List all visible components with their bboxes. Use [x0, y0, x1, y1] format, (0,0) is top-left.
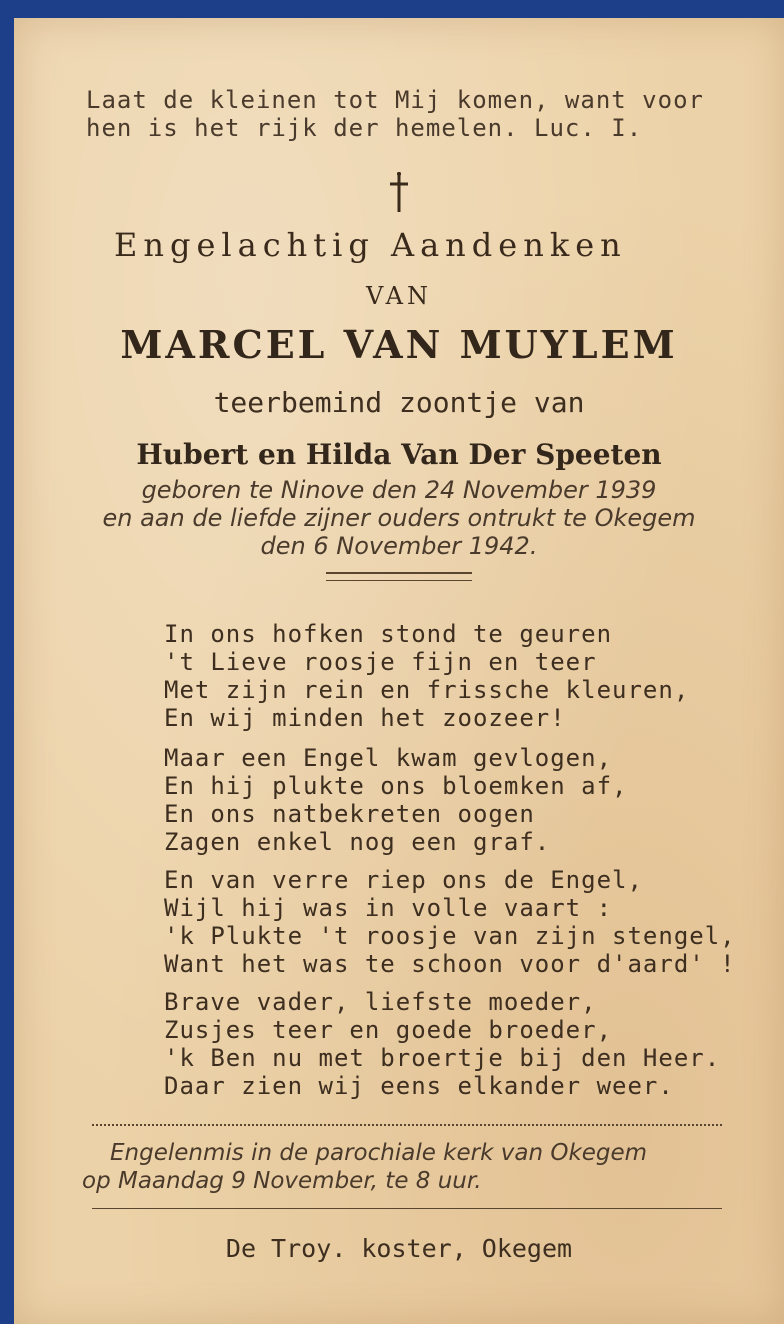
decorative-divider — [326, 580, 472, 581]
memorial-card — [14, 18, 784, 1324]
parents-names: Hubert en Hilda Van Der Speeten — [136, 438, 662, 471]
card-title: Engelachtig Aandenken — [114, 226, 627, 264]
dotted-divider — [92, 1124, 722, 1126]
poem-line: Zusjes teer en goede broeder, — [164, 1016, 613, 1044]
deceased-name: MARCEL VAN MUYLEM — [120, 322, 678, 367]
printer-credit: De Troy. koster, Okegem — [225, 1234, 573, 1263]
poem-line: 'k Ben nu met broertje bij den Heer. — [164, 1044, 721, 1072]
relation-subtitle: teerbemind zoontje van — [213, 386, 585, 419]
cross-icon — [386, 170, 412, 224]
poem-line: En wij minden het zoozeer! — [164, 704, 566, 732]
poem-line: Daar zien wij eens elkander weer. — [164, 1072, 674, 1100]
death-line: en aan de liefde zijner ouders ontrukt te Okegem — [102, 504, 696, 532]
poem-line: 'k Plukte 't roosje van zijn stengel, — [164, 922, 736, 950]
mass-line-2: op Maandag 9 November, te 8 uur. — [82, 1168, 482, 1194]
poem-line: En van verre riep ons de Engel, — [164, 866, 643, 894]
poem-line: Maar een Engel kwam gevlogen, — [164, 744, 613, 772]
poem-line: Brave vader, liefste moeder, — [164, 988, 597, 1016]
birth-line: geboren te Ninove den 24 November 1939 — [141, 476, 657, 504]
death-date-line: den 6 November 1942. — [260, 532, 538, 560]
poem-line: Zagen enkel nog een graf. — [164, 828, 551, 856]
poem-line: Want het was te schoon voor d'aard' ! — [164, 950, 736, 978]
poem-line: Wijl hij was in volle vaart : — [164, 894, 613, 922]
decorative-divider — [326, 572, 472, 574]
bible-quote-line-2: hen is het rijk der hemelen. Luc. I. — [86, 114, 643, 142]
poem-line: En ons natbekreten oogen — [164, 800, 535, 828]
mass-line-1: Engelenmis in de parochiale kerk van Okegem — [110, 1140, 648, 1166]
poem-line: In ons hofken stond te geuren — [164, 620, 613, 648]
divider-line — [92, 1208, 722, 1209]
van-label: VAN — [365, 282, 433, 310]
poem-line: 't Lieve roosje fijn en teer — [164, 648, 597, 676]
poem-line: Met zijn rein en frissche kleuren, — [164, 676, 690, 704]
bible-quote-line-1: Laat de kleinen tot Mij komen, want voor — [86, 86, 704, 114]
poem-line: En hij plukte ons bloemken af, — [164, 772, 628, 800]
